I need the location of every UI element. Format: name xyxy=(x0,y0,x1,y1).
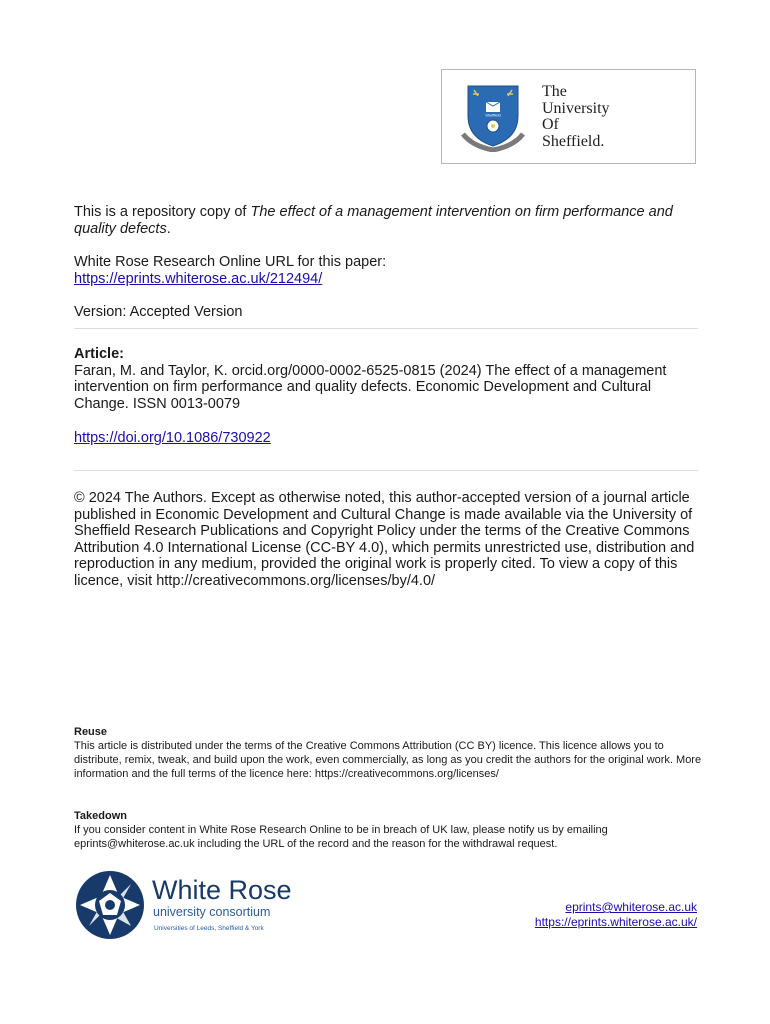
university-crest-icon xyxy=(460,80,526,152)
white-rose-logo xyxy=(70,865,310,945)
divider xyxy=(74,328,698,329)
logo-tagline: Universities of Leeds, Sheffield & York xyxy=(154,925,264,932)
wordmark-line: Of xyxy=(542,116,559,133)
reuse-heading: Reuse xyxy=(74,726,108,738)
contact-links xyxy=(535,900,697,930)
takedown-body: If you consider content in White Rose Research Online to be in breach of UK law, please notify us by emailing eprints@whiterose.ac.uk including the URL of the record and the reason for the withdrawal request. xyxy=(74,824,608,850)
logo-subtitle: university consortium xyxy=(153,905,271,919)
intro-prefix: This is a repository copy of xyxy=(74,204,251,220)
reuse-body: This article is distributed under the terms of the Creative Commons Attribution (CC BY) licence. This licence allows you to distribute, remix, tweak, and build upon the work, even commercially, as long as you credit the authors for the original work. More information and the full terms of the licence here: https://creativecommons.org/licenses/ xyxy=(74,740,702,780)
doi-link[interactable]: https://doi.org/10.1086/730922 xyxy=(74,430,271,446)
divider xyxy=(74,470,698,471)
wordmark-line: University xyxy=(542,99,610,117)
wordmark-line: The xyxy=(542,83,567,100)
version-text: Version: Accepted Version xyxy=(74,304,243,320)
wordmark-line: Sheffield. xyxy=(542,132,605,150)
doi-line xyxy=(74,430,699,447)
university-wordmark xyxy=(542,84,610,150)
url-block xyxy=(74,254,699,287)
article-citation: Faran, M. and Taylor, K. orcid.org/0000-0002-6525-0815 (2024) The effect of a management intervention on firm performance and quality defects. Economic Development and Cultural Change. ISSN 0013-0079 xyxy=(74,362,667,412)
repository-intro xyxy=(74,204,699,237)
copyright-statement: © 2024 The Authors. Except as otherwise noted, this author-accepted version of a journal article published in Economic Development and Cultural Change is made available via the University of Sheffield Research Publications and Copyright Policy under the terms of the Creative Commons Attribution 4.0 International License (CC-BY 4.0), which permits unrestricted use, distribution and reproduction in any medium, provided the original work is properly cited. To view a copy of this licence, visit http://creativecommons.org/licenses/by/4.0/ xyxy=(74,490,695,589)
paper-url-link[interactable]: https://eprints.whiterose.ac.uk/212494/ xyxy=(74,270,323,287)
white-rose-emblem-icon xyxy=(70,865,310,945)
url-label: White Rose Research Online URL for this paper: xyxy=(74,254,387,270)
university-logo xyxy=(441,69,696,164)
article-section xyxy=(74,346,699,412)
reuse-section xyxy=(74,725,704,781)
takedown-heading: Takedown xyxy=(74,810,127,822)
intro-suffix: . xyxy=(166,220,171,237)
paper-title: The effect of a management intervention on firm performance and quality defects xyxy=(74,204,673,237)
contact-site-link[interactable]: https://eprints.whiterose.ac.uk/ xyxy=(534,915,697,929)
logo-title: White Rose xyxy=(152,875,292,905)
takedown-section xyxy=(74,809,704,851)
contact-email-link[interactable]: eprints@whiterose.ac.uk xyxy=(565,900,697,914)
article-heading: Article: xyxy=(74,346,124,362)
crest-motto: Sheffield xyxy=(485,112,501,118)
